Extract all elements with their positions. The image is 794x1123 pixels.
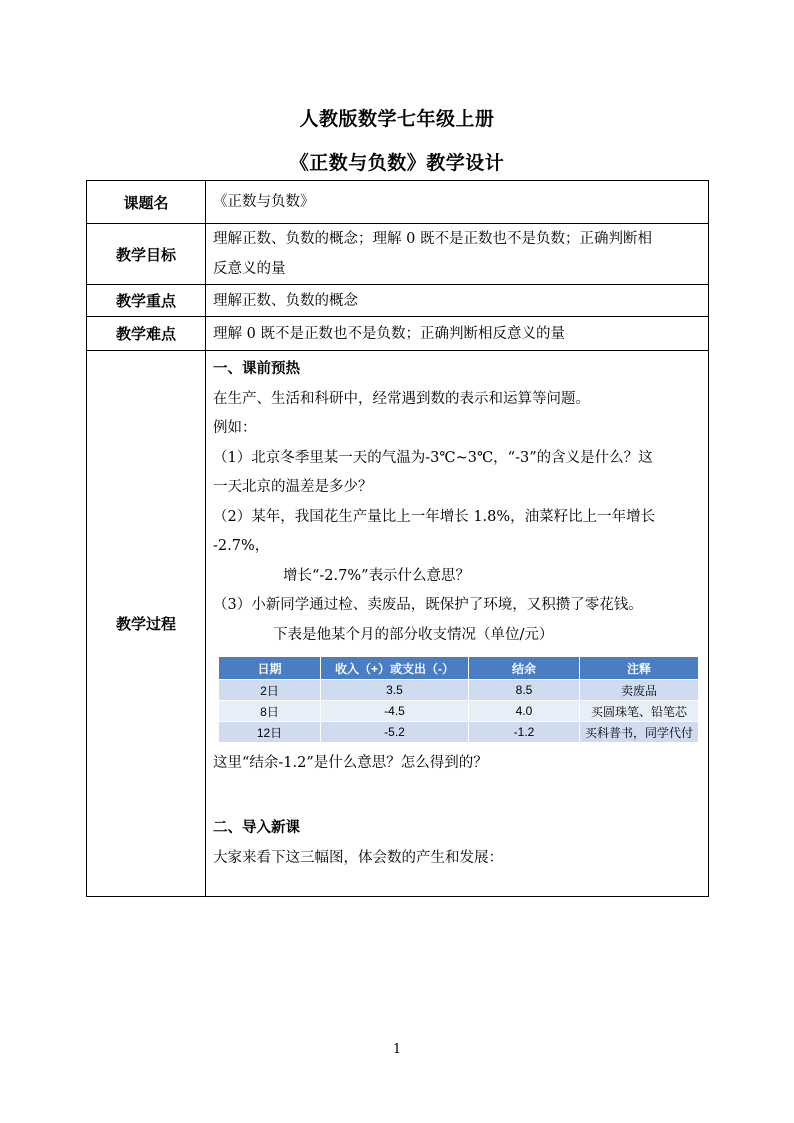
question-2-line-2: -2.7%， (213, 538, 270, 554)
ledger-cell: 12日 (219, 722, 321, 743)
process-content (206, 351, 709, 897)
table-row (219, 680, 699, 701)
ledger-header-date: 日期 (219, 657, 321, 680)
ledger-cell: -4.5 (321, 701, 469, 722)
ledger-header-row (219, 657, 699, 680)
question-3-line-2: 下表是他某个月的部分收支情况（单位/元） (273, 626, 554, 643)
goal-row (87, 224, 709, 285)
difficulty-value: 理解 0 既不是正数也不是负数；正确判断相反意义的量 (206, 317, 709, 351)
question-1-line-2: 一天北京的温差是多少？ (213, 479, 373, 495)
ledger-cell: 卖废品 (580, 680, 699, 701)
ledger-table (218, 656, 699, 743)
goal-label: 教学目标 (87, 224, 206, 285)
topic-row (87, 181, 709, 224)
document-subtitle: 《正数与负数》教学设计 (289, 152, 505, 174)
table-row (219, 701, 699, 722)
process-row (87, 351, 709, 897)
ledger-header-amount: 收入（+）或支出（-） (321, 657, 469, 680)
ledger-cell: -1.2 (469, 722, 580, 743)
ledger-cell: 3.5 (321, 680, 469, 701)
ledger-cell: -5.2 (321, 722, 469, 743)
goal-line-1: 理解正数、负数的概念；理解 0 既不是正数也不是负数；正确判断相 (213, 231, 652, 247)
question-2-line-3: 增长“-2.7%”表示什么意思？ (283, 567, 471, 584)
ledger-cell: 4.0 (469, 701, 580, 722)
blank-line (213, 779, 704, 809)
ledger-cell: 2日 (219, 680, 321, 701)
goal-value (206, 224, 709, 285)
ledger-cell: 8日 (219, 701, 321, 722)
difficulty-label: 教学难点 (87, 317, 206, 351)
topic-label: 课题名 (87, 181, 206, 224)
key-label: 教学重点 (87, 285, 206, 317)
goal-line-2: 反意义的量 (213, 261, 286, 277)
section-2-heading: 二、导入新课 (213, 820, 300, 836)
question-2-line-1: （2）某年，我国花生产量比上一年增长 1.8%，油菜籽比上一年增长 (213, 508, 656, 525)
key-row (87, 285, 709, 317)
paragraph: 例如： (213, 420, 257, 436)
section-1-heading: 一、课前预热 (213, 361, 300, 377)
ledger-header-balance: 结余 (469, 657, 580, 680)
lesson-plan-table (86, 180, 709, 897)
paragraph: 这里“结余-1.2”是什么意思？怎么得到的？ (213, 755, 488, 771)
ledger-cell: 8.5 (469, 680, 580, 701)
document-title: 人教版数学七年级上册 (299, 108, 495, 130)
key-value: 理解正数、负数的概念 (206, 285, 709, 317)
topic-value: 《正数与负数》 (206, 181, 709, 224)
page-number: 1 (392, 1042, 402, 1057)
paragraph: 大家来看下这三幅图，体会数的产生和发展： (213, 849, 503, 866)
ledger-cell: 买圆珠笔、铅笔芯 (580, 701, 699, 722)
ledger-cell: 买科普书，同学代付 (580, 722, 699, 743)
table-row (219, 722, 699, 743)
difficulty-row (87, 317, 709, 351)
paragraph: 在生产、生活和科研中，经常遇到数的表示和运算等问题。 (213, 390, 590, 407)
ledger-header-note: 注释 (580, 657, 699, 680)
process-label: 教学过程 (87, 351, 206, 897)
question-1-line-1: （1）北京冬季里某一天的气温为-3℃~3℃，“-3”的含义是什么？这 (213, 449, 653, 466)
question-3-line-1: （3）小新同学通过检、卖废品，既保护了环境，又积攒了零花钱。 (213, 597, 643, 613)
